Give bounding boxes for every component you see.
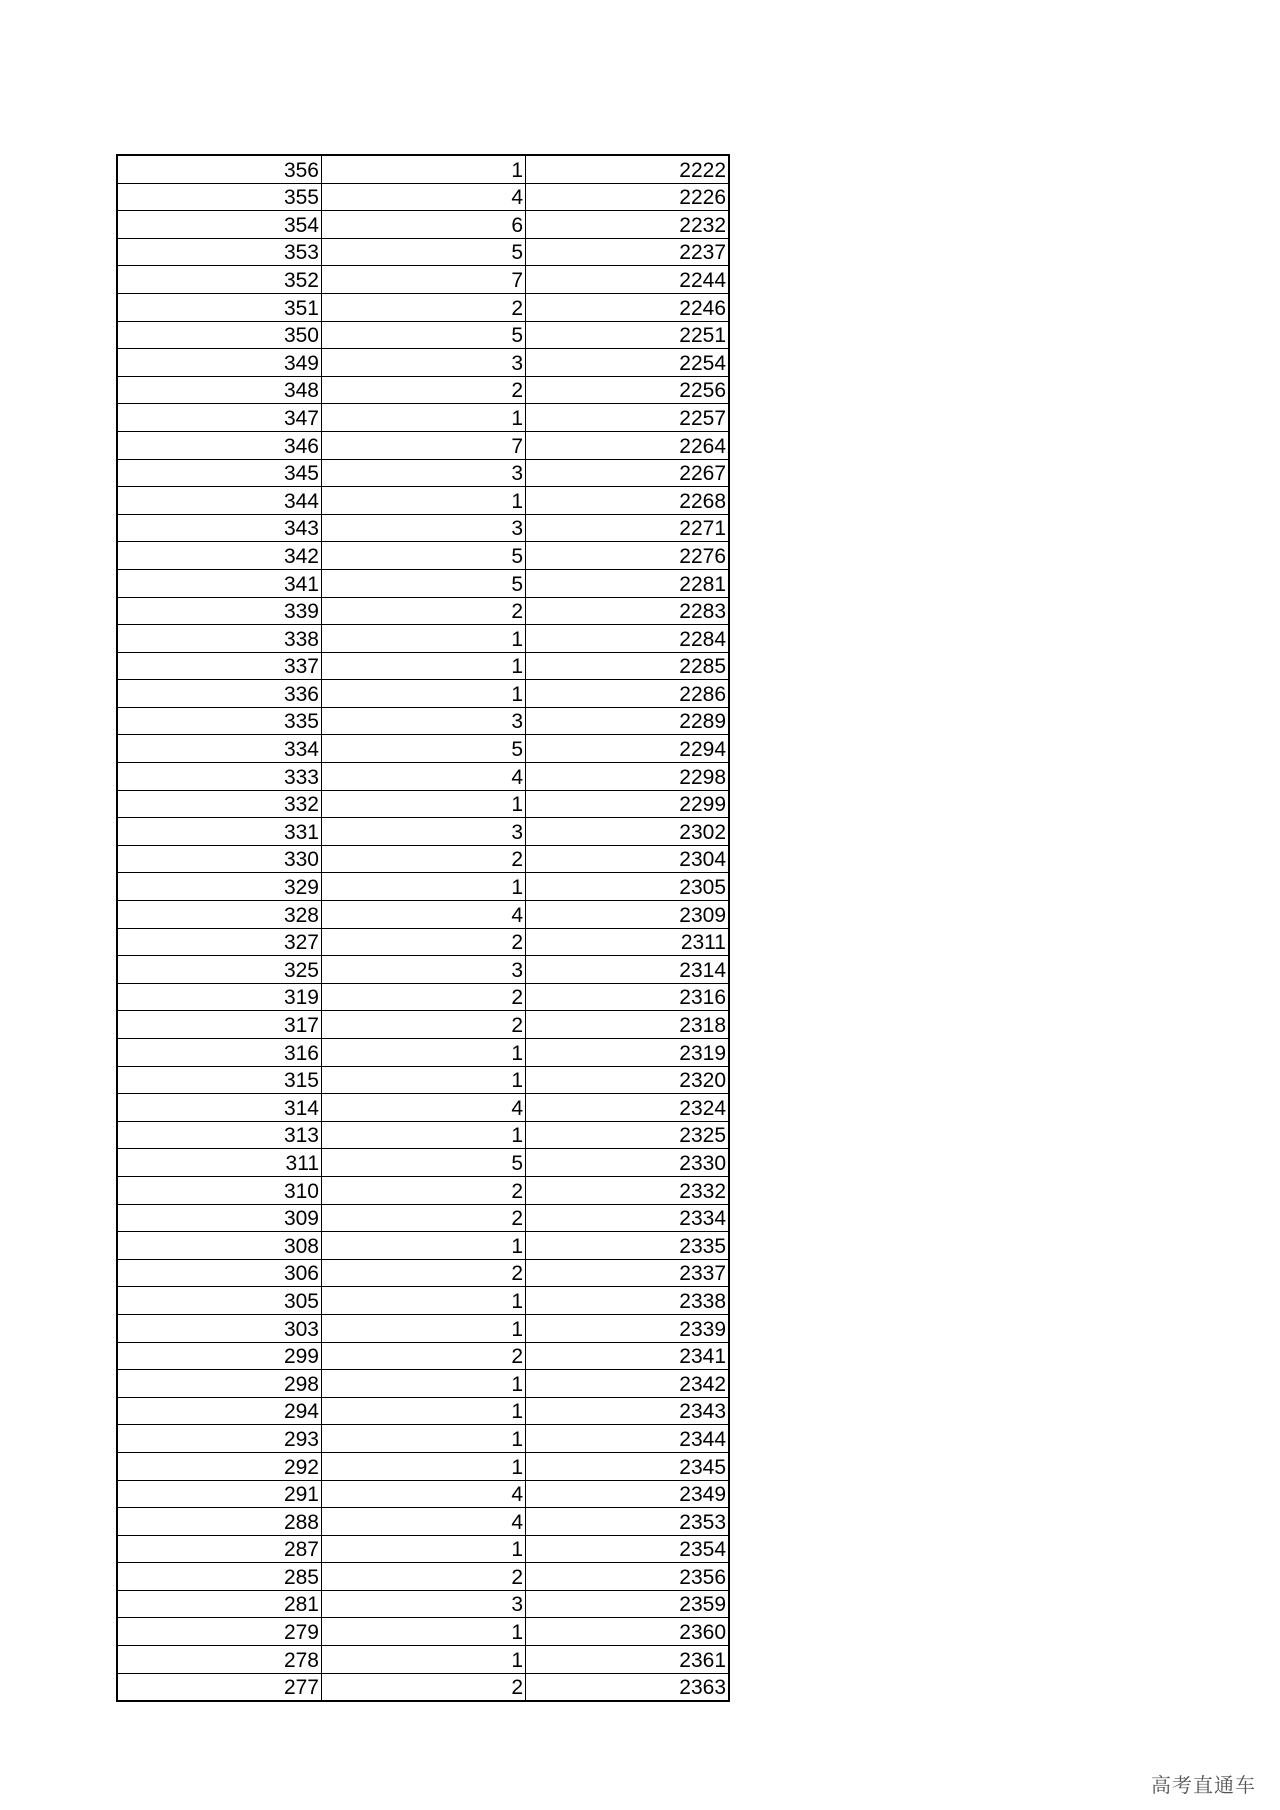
cumulative-cell: 2237 (526, 238, 730, 266)
count-cell: 4 (322, 1094, 526, 1122)
cumulative-cell: 2305 (526, 873, 730, 901)
table-row (117, 625, 729, 653)
score-cell: 347 (117, 404, 322, 432)
score-cell: 355 (117, 183, 322, 211)
count-cell: 2 (322, 1204, 526, 1232)
score-cell: 303 (117, 1314, 322, 1342)
table-row (117, 845, 729, 873)
table-row (117, 266, 729, 294)
table-row (117, 652, 729, 680)
cumulative-cell: 2349 (526, 1480, 730, 1508)
score-cell: 349 (117, 349, 322, 377)
count-cell: 5 (322, 1149, 526, 1177)
score-cell: 348 (117, 376, 322, 404)
score-cell: 339 (117, 597, 322, 625)
cumulative-cell: 2311 (526, 928, 730, 956)
cumulative-cell: 2334 (526, 1204, 730, 1232)
cumulative-cell: 2360 (526, 1618, 730, 1646)
cumulative-cell: 2353 (526, 1508, 730, 1536)
table-row (117, 1314, 729, 1342)
table-row (117, 1039, 729, 1067)
score-cell: 298 (117, 1370, 322, 1398)
table-row (117, 1590, 729, 1618)
table-row (117, 1149, 729, 1177)
cumulative-cell: 2339 (526, 1314, 730, 1342)
table-row (117, 1480, 729, 1508)
score-cell: 281 (117, 1590, 322, 1618)
score-cell: 317 (117, 1011, 322, 1039)
cumulative-cell: 2283 (526, 597, 730, 625)
cumulative-cell: 2341 (526, 1342, 730, 1370)
count-cell: 7 (322, 266, 526, 294)
score-cell: 277 (117, 1673, 322, 1701)
table-row (117, 597, 729, 625)
score-cell: 344 (117, 487, 322, 515)
score-cell: 315 (117, 1066, 322, 1094)
score-cell: 328 (117, 901, 322, 929)
count-cell: 1 (322, 790, 526, 818)
count-cell: 4 (322, 1508, 526, 1536)
table-row (117, 928, 729, 956)
cumulative-cell: 2319 (526, 1039, 730, 1067)
count-cell: 5 (322, 238, 526, 266)
count-cell: 1 (322, 1452, 526, 1480)
cumulative-cell: 2285 (526, 652, 730, 680)
count-cell: 2 (322, 928, 526, 956)
count-cell: 1 (322, 1287, 526, 1315)
cumulative-cell: 2276 (526, 542, 730, 570)
score-cell: 325 (117, 956, 322, 984)
score-cell: 353 (117, 238, 322, 266)
score-cell: 327 (117, 928, 322, 956)
cumulative-cell: 2361 (526, 1646, 730, 1674)
cumulative-cell: 2226 (526, 183, 730, 211)
count-cell: 3 (322, 459, 526, 487)
cumulative-cell: 2281 (526, 569, 730, 597)
cumulative-cell: 2332 (526, 1176, 730, 1204)
count-cell: 4 (322, 183, 526, 211)
count-cell: 1 (322, 1314, 526, 1342)
table-row (117, 487, 729, 515)
cumulative-cell: 2267 (526, 459, 730, 487)
cumulative-cell: 2316 (526, 983, 730, 1011)
count-cell: 2 (322, 1011, 526, 1039)
score-cell: 292 (117, 1452, 322, 1480)
count-cell: 1 (322, 1646, 526, 1674)
cumulative-cell: 2330 (526, 1149, 730, 1177)
table-row (117, 1342, 729, 1370)
table-row (117, 1673, 729, 1701)
cumulative-cell: 2256 (526, 376, 730, 404)
table-row (117, 1121, 729, 1149)
cumulative-cell: 2363 (526, 1673, 730, 1701)
count-cell: 5 (322, 321, 526, 349)
count-cell: 1 (322, 1232, 526, 1260)
score-cell: 319 (117, 983, 322, 1011)
table-row (117, 1259, 729, 1287)
cumulative-cell: 2345 (526, 1452, 730, 1480)
count-cell: 2 (322, 845, 526, 873)
cumulative-cell: 2286 (526, 680, 730, 708)
score-cell: 331 (117, 818, 322, 846)
count-cell: 4 (322, 901, 526, 929)
table-row (117, 1066, 729, 1094)
count-cell: 2 (322, 1259, 526, 1287)
watermark-text: 高考直通车 (1151, 1773, 1256, 1797)
count-cell: 3 (322, 707, 526, 735)
table-row (117, 1563, 729, 1591)
count-cell: 3 (322, 818, 526, 846)
cumulative-cell: 2304 (526, 845, 730, 873)
table-row (117, 1535, 729, 1563)
cumulative-cell: 2299 (526, 790, 730, 818)
score-cell: 314 (117, 1094, 322, 1122)
score-cell: 310 (117, 1176, 322, 1204)
count-cell: 6 (322, 211, 526, 239)
cumulative-cell: 2309 (526, 901, 730, 929)
cumulative-cell: 2284 (526, 625, 730, 653)
table-row (117, 1232, 729, 1260)
count-cell: 1 (322, 873, 526, 901)
cumulative-cell: 2314 (526, 956, 730, 984)
count-cell: 1 (322, 404, 526, 432)
table-row (117, 1397, 729, 1425)
table-row (117, 155, 729, 183)
cumulative-cell: 2264 (526, 431, 730, 459)
count-cell: 1 (322, 1370, 526, 1398)
table-row (117, 293, 729, 321)
cumulative-cell: 2335 (526, 1232, 730, 1260)
cumulative-cell: 2342 (526, 1370, 730, 1398)
score-cell: 313 (117, 1121, 322, 1149)
count-cell: 1 (322, 652, 526, 680)
cumulative-cell: 2246 (526, 293, 730, 321)
score-cell: 351 (117, 293, 322, 321)
table-row (117, 1452, 729, 1480)
score-cell: 316 (117, 1039, 322, 1067)
table-row (117, 514, 729, 542)
table-row (117, 376, 729, 404)
score-cell: 330 (117, 845, 322, 873)
score-cell: 346 (117, 431, 322, 459)
cumulative-cell: 2254 (526, 349, 730, 377)
table-row (117, 1508, 729, 1536)
score-cell: 291 (117, 1480, 322, 1508)
cumulative-cell: 2289 (526, 707, 730, 735)
count-cell: 3 (322, 514, 526, 542)
cumulative-cell: 2251 (526, 321, 730, 349)
score-distribution-table (116, 154, 730, 1702)
count-cell: 1 (322, 1039, 526, 1067)
score-cell: 336 (117, 680, 322, 708)
score-cell: 350 (117, 321, 322, 349)
cumulative-cell: 2244 (526, 266, 730, 294)
table-row (117, 1094, 729, 1122)
cumulative-cell: 2356 (526, 1563, 730, 1591)
table-row (117, 1287, 729, 1315)
table-row (117, 873, 729, 901)
score-cell: 308 (117, 1232, 322, 1260)
score-cell: 279 (117, 1618, 322, 1646)
count-cell: 1 (322, 1066, 526, 1094)
score-cell: 352 (117, 266, 322, 294)
table-row (117, 459, 729, 487)
score-cell: 341 (117, 569, 322, 597)
score-cell: 354 (117, 211, 322, 239)
count-cell: 4 (322, 763, 526, 791)
score-cell: 309 (117, 1204, 322, 1232)
count-cell: 4 (322, 1480, 526, 1508)
table-row (117, 404, 729, 432)
count-cell: 2 (322, 1342, 526, 1370)
table-row (117, 211, 729, 239)
score-cell: 288 (117, 1508, 322, 1536)
score-cell: 278 (117, 1646, 322, 1674)
score-cell: 333 (117, 763, 322, 791)
table-row (117, 238, 729, 266)
count-cell: 5 (322, 542, 526, 570)
score-cell: 338 (117, 625, 322, 653)
cumulative-cell: 2337 (526, 1259, 730, 1287)
cumulative-cell: 2343 (526, 1397, 730, 1425)
count-cell: 7 (322, 431, 526, 459)
score-cell: 343 (117, 514, 322, 542)
cumulative-cell: 2302 (526, 818, 730, 846)
score-cell: 356 (117, 155, 322, 183)
score-cell: 285 (117, 1563, 322, 1591)
cumulative-cell: 2344 (526, 1425, 730, 1453)
cumulative-cell: 2298 (526, 763, 730, 791)
count-cell: 2 (322, 1673, 526, 1701)
table-row (117, 901, 729, 929)
table-row (117, 1370, 729, 1398)
score-cell: 306 (117, 1259, 322, 1287)
table-row (117, 1011, 729, 1039)
count-cell: 1 (322, 1535, 526, 1563)
score-cell: 311 (117, 1149, 322, 1177)
score-cell: 334 (117, 735, 322, 763)
table-row (117, 707, 729, 735)
score-cell: 299 (117, 1342, 322, 1370)
cumulative-cell: 2325 (526, 1121, 730, 1149)
cumulative-cell: 2354 (526, 1535, 730, 1563)
cumulative-cell: 2268 (526, 487, 730, 515)
score-cell: 293 (117, 1425, 322, 1453)
table-row (117, 183, 729, 211)
count-cell: 5 (322, 569, 526, 597)
score-cell: 329 (117, 873, 322, 901)
score-cell: 294 (117, 1397, 322, 1425)
cumulative-cell: 2271 (526, 514, 730, 542)
score-cell: 287 (117, 1535, 322, 1563)
count-cell: 2 (322, 597, 526, 625)
table-row (117, 680, 729, 708)
score-cell: 332 (117, 790, 322, 818)
count-cell: 1 (322, 1121, 526, 1149)
table-row (117, 1425, 729, 1453)
count-cell: 3 (322, 349, 526, 377)
count-cell: 2 (322, 376, 526, 404)
cumulative-cell: 2257 (526, 404, 730, 432)
table-row (117, 349, 729, 377)
cumulative-cell: 2294 (526, 735, 730, 763)
count-cell: 2 (322, 983, 526, 1011)
score-cell: 345 (117, 459, 322, 487)
score-cell: 337 (117, 652, 322, 680)
table-row (117, 956, 729, 984)
cumulative-cell: 2232 (526, 211, 730, 239)
count-cell: 1 (322, 1397, 526, 1425)
count-cell: 2 (322, 1563, 526, 1591)
table-row (117, 763, 729, 791)
cumulative-cell: 2222 (526, 155, 730, 183)
cumulative-cell: 2320 (526, 1066, 730, 1094)
table-row (117, 431, 729, 459)
table-row (117, 818, 729, 846)
table-row (117, 542, 729, 570)
table-row (117, 790, 729, 818)
cumulative-cell: 2359 (526, 1590, 730, 1618)
table-row (117, 1176, 729, 1204)
table-row (117, 735, 729, 763)
count-cell: 2 (322, 1176, 526, 1204)
table-row (117, 983, 729, 1011)
count-cell: 1 (322, 1618, 526, 1646)
table-row (117, 1204, 729, 1232)
table-row (117, 1618, 729, 1646)
count-cell: 5 (322, 735, 526, 763)
count-cell: 2 (322, 293, 526, 321)
cumulative-cell: 2318 (526, 1011, 730, 1039)
count-cell: 3 (322, 1590, 526, 1618)
count-cell: 1 (322, 625, 526, 653)
count-cell: 3 (322, 956, 526, 984)
cumulative-cell: 2338 (526, 1287, 730, 1315)
score-cell: 305 (117, 1287, 322, 1315)
count-cell: 1 (322, 1425, 526, 1453)
table-body (117, 155, 729, 1701)
cumulative-cell: 2324 (526, 1094, 730, 1122)
table-row (117, 1646, 729, 1674)
table-row (117, 569, 729, 597)
table-row (117, 321, 729, 349)
count-cell: 1 (322, 680, 526, 708)
count-cell: 1 (322, 155, 526, 183)
score-cell: 335 (117, 707, 322, 735)
score-cell: 342 (117, 542, 322, 570)
count-cell: 1 (322, 487, 526, 515)
